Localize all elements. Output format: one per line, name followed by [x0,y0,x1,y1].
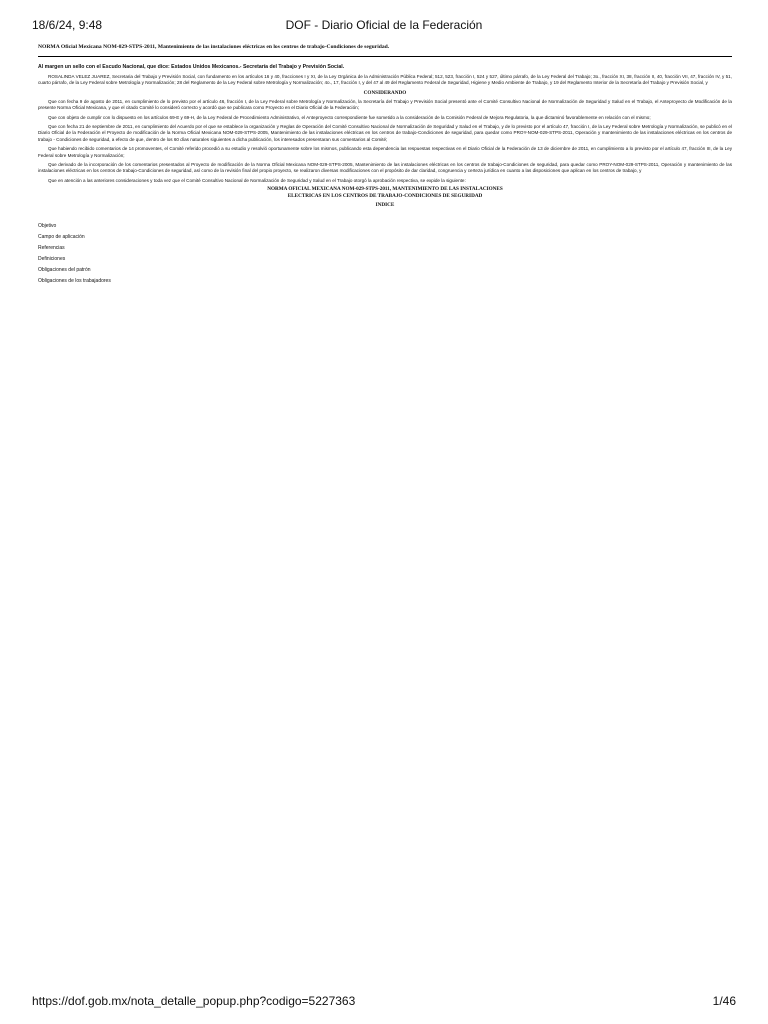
intro-paragraph: ROSALINDA VELEZ JUAREZ, Secretaria del Trabajo y Previsión Social, con fundamento en los artículos 16 y 40, fracciones I y XI, de la Ley Orgánica de la Administración Pública Federal; 512, 523, fracción I, 524 y 527, último párrafo, de la Ley Federal del Trabajo; 3o., fracción XI, 38, fracción II, 40, fracción VII, 47, fracción IV, y 51, cuarto párrafo, de la Ley Federal sobre Metrología y Normalización; 28 del Reglamento de la Ley Federal sobre Metrología y Normalización; 4o., 17, fracción I, y del 47 al 49 del Reglamento Federal de Seguridad, Higiene y Medio Ambiente de Trabajo, y 19 del Reglamento Interior de la Secretaría del Trabajo y Previsión Social, y [38,74,732,86]
index-item-referencias: Referencias [38,245,65,252]
norm-title-line-2: ELECTRICAS EN LOS CENTROS DE TRABAJO-CONDICIONES DE SEGURIDAD [287,193,483,200]
seal-line: Al margen un sello con el Escudo Nacional, que dice: Estados Unidos Mexicanos.- Secretaría del Trabajo y Previsión Social. [38,64,345,70]
index-item-definiciones: Definiciones [38,256,66,263]
print-footer [0,994,768,1014]
norm-title [38,186,732,200]
document-title: NORMA Oficial Mexicana NOM-029-STPS-2011, Mantenimiento de las instalaciones eléctricas en los centros de trabajo-Condiciones de seguridad. [38,44,732,57]
considerando-paragraph: Que con fecha 9 de agosto de 2011, en cumplimiento de lo previsto por el artículo 46, fracción I, de la Ley Federal sobre Metrología y Normalización, la Secretaría del Trabajo y Previsión Social presentó ante el Comité Consultivo Nacional de Normalización de Seguridad y Salud en el Trabajo, el Anteproyecto de Modificación de la presente Norma Oficial Mexicana, y que el citado Comité lo consideró correcto y acordó que se publicara como Proyecto en el Diario Oficial de la Federación; [38,98,732,111]
print-header [0,0,768,40]
index-item-obligaciones-patron: Obligaciones del patrón [38,267,91,274]
index-list [38,223,732,284]
print-site-title: DOF - Diario Oficial de la Federación [285,18,483,32]
document-body [38,44,732,289]
print-url: https://dof.gob.mx/nota_detalle_popup.php?codigo=5227363 [32,994,356,1008]
page-number: 1/46 [712,994,736,1008]
index-item-obligaciones-trabajadores: Obligaciones de los trabajadores [38,278,111,285]
considerando-paragraph: Que en atención a las anteriores consideraciones y toda vez que el Comité Consultivo Nacional de Normalización de Seguridad y Salud en el Trabajo otorgó la aprobación respectiva, se expide la siguiente: [48,177,466,183]
index-item-objetivo: Objetivo [38,223,57,230]
index-heading: INDICE [375,202,395,209]
norm-title-line-1: NORMA OFICIAL MEXICANA NOM-029-STPS-2011, MANTENIMIENTO DE LAS INSTALACIONES [267,186,503,193]
index-item-campo-aplicacion: Campo de aplicación [38,234,85,241]
considerando-paragraph: Que derivado de la incorporación de los comentarios presentados al Proyecto de modificación de la Norma Oficial Mexicana NOM-029-STPS-2005, Mantenimiento de las instalaciones eléctricas en los centros de trabajo-Condiciones de seguridad, para quedar como PROY-NOM-029-STPS-2011, Operación y mantenimiento de las instalaciones eléctricas en los centros de trabajo-Condiciones de seguridad, así como de la revisión final del propio proyecto, se realizaron diversas modificaciones con el propósito de dar claridad, congruencia y certeza jurídica en cuanto a las disposiciones que aplican en los centros de trabajo, y [38,162,732,174]
considerando-paragraph: Que con objeto de cumplir con lo dispuesto en los artículos 69-E y 69-H, de la Ley Federal de Procedimiento Administrativo, el Anteproyecto correspondiente fue sometido a la consideración de la Comisión Federal de Mejora Regulatoria, la que dictaminó favorablemente en relación con el mismo; [48,114,651,120]
considerando-paragraph: Que con fecha 21 de septiembre de 2011, en cumplimiento del Acuerdo por el que se establece la organización y Reglas de Operación del Comité Consultivo Nacional de Normalización de Seguridad y Salud en el Trabajo, y de lo previsto por el artículo 47, fracción I, de la Ley Federal sobre Metrología y Normalización, se publicó en el Diario Oficial de la Federación el Proyecto de modificación de la Norma Oficial Mexicana NOM-029-STPS-2005, Mantenimiento de las instalaciones eléctricas en los centros de trabajo-Condiciones de seguridad, para quedar como PROY-NOM-029-STPS-2011, Operación y mantenimiento de las instalaciones eléctricas en los centros de trabajo - Condiciones de seguridad, a efecto de que, dentro de los 60 días naturales siguientes a dicha publicación, los interesados presentaran sus comentarios al Comité; [38,124,732,142]
print-date: 18/6/24, 9:48 [32,18,103,32]
considerando-paragraph: Que habiendo recibido comentarios de 14 promoventes, el Comité referido procedió a su estudio y resolvió oportunamente sobre los mismos, publicando esta dependencia las respuestas respectivas en el Diario Oficial de la Federación de 13 de diciembre de 2011, en cumplimiento a lo previsto por el artículo 47, fracción III, de la Ley Federal sobre Metrología y Normalización; [38,146,732,158]
considerando-heading: CONSIDERANDO [363,89,407,96]
